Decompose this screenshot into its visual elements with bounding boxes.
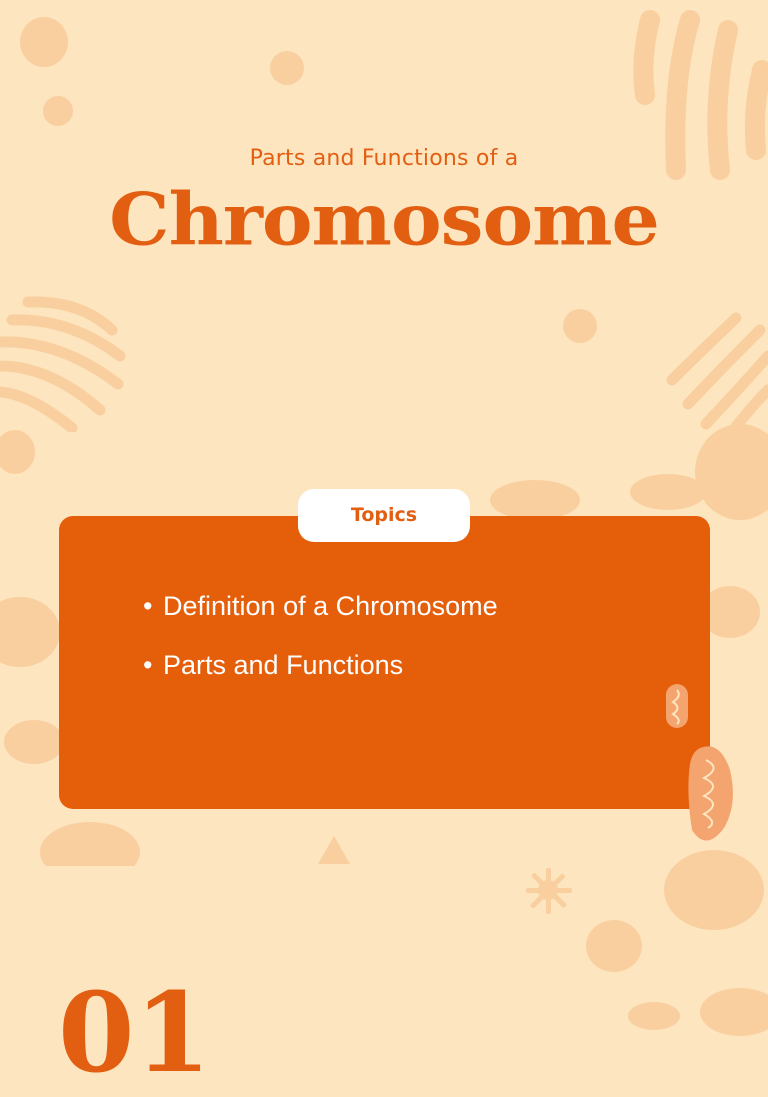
splat-icon xyxy=(526,868,572,914)
blob-decoration xyxy=(628,1002,680,1030)
mitochondria-decorations xyxy=(0,432,768,866)
blob-decoration xyxy=(700,988,768,1036)
blob-decoration xyxy=(563,309,597,343)
mitochondrion-icon xyxy=(666,684,688,728)
cover-slide xyxy=(0,0,768,432)
topic-item-label: Definition of a Chromosome xyxy=(163,591,498,621)
topics-slide xyxy=(0,432,768,866)
blob-decoration xyxy=(270,51,304,85)
bullet-icon: • xyxy=(143,591,153,621)
organelle-stripes-right xyxy=(672,318,768,432)
bullet-icon: • xyxy=(143,650,153,680)
blob-decoration xyxy=(43,96,73,126)
topics-pill: Topics xyxy=(298,489,470,542)
cover-title: Chromosome xyxy=(109,177,659,262)
cover-subtitle: Parts and Functions of a xyxy=(249,146,519,171)
topic-item-label: Parts and Functions xyxy=(163,650,404,680)
section-slide xyxy=(0,866,768,1097)
mitochondrion-icon xyxy=(688,746,733,840)
organelle-stripes-left xyxy=(0,302,120,428)
blob-decoration xyxy=(664,850,764,930)
blob-decoration xyxy=(20,17,68,67)
section-number: 01 xyxy=(58,968,212,1097)
blob-decoration xyxy=(586,920,642,972)
